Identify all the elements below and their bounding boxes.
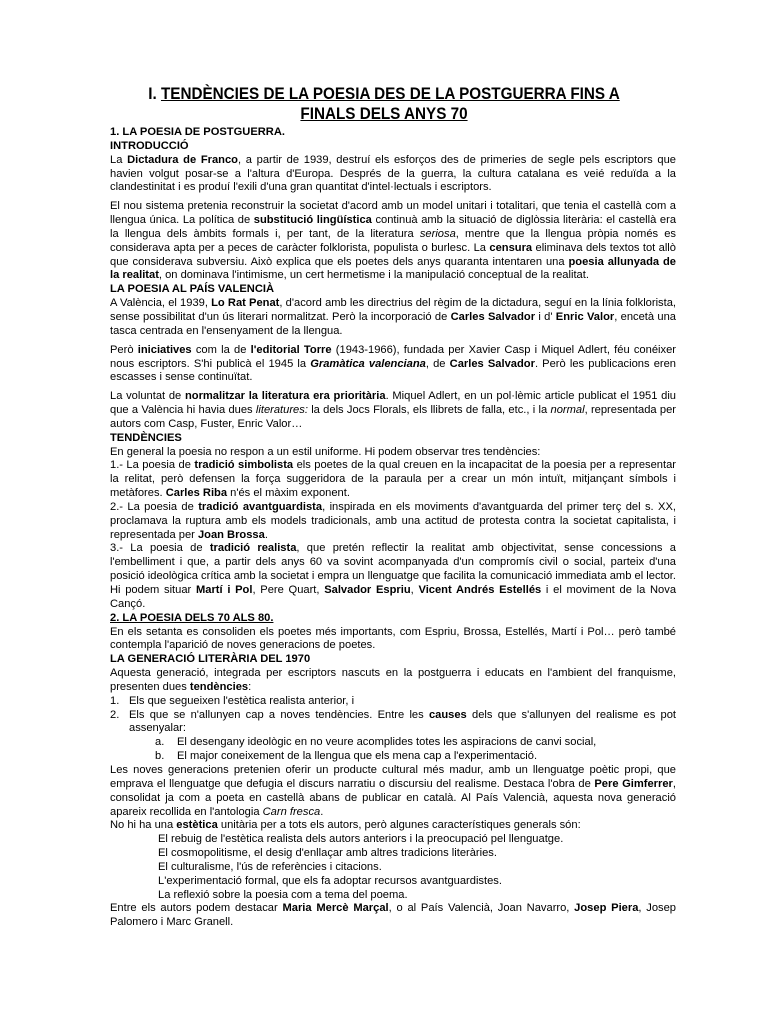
generation-1970-paragraph-1: [110, 764, 676, 819]
text-run: . Però les publicacions eren escasses i sense continuïtat.: [110, 357, 677, 384]
text-run: , que pretén reflectir la realitat amb objectivitat, sense concessions a l'embelliment i que, a partir dels anys 60 va sovint acompanyada d'un compromís civil o social, parteix d'una posició ideològica crítica amb la societat i empra un llenguatge que facilita la comunicació immediata amb el lector. Hi podem situar: [110, 542, 676, 596]
text-run: , a partir de 1939, destruí els esforços des de primeries de segle pels escriptors que havien volgut posar-se a l'altura d'Europa. Després de la guerra, la cultura catalana es veié reduïda a la clandestinitat i es produí l'exili d'una gran quantitat d'intel·lectuals i escriptors.: [110, 153, 676, 194]
text-run: , d'acord amb les directrius del règim de la dictadura, seguí en la línia folklorista, sense possibilitat d'un ús literari normalitzat. Però la incorporació de: [110, 297, 677, 323]
text-run: Les noves generacions pretenien oferir un producte cultural més madur, amb un llenguatge poètic propi, que emprava el llenguatge que defugia el discurs narratiu o discursiu del realisme. Destaca l'obra de: [110, 763, 676, 790]
intro-paragraph-2: [110, 200, 676, 283]
list-item: [110, 709, 676, 737]
generation-1970-paragraph-3: [110, 902, 676, 930]
text-run: dels que s'allunyen del realisme es pot assenyalar:: [129, 708, 677, 735]
text-run: No hi ha una: [110, 819, 177, 832]
section-2-heading: 2. LA POESIA DELS 70 ALS 80.: [110, 611, 274, 624]
text-run: unitària per a tots els autors, però algunes característiques generals són:: [217, 819, 581, 832]
text-run: Però: [110, 343, 138, 356]
feature-item: El culturalisme, l'ús de referències i citacions.: [158, 860, 382, 873]
bold-run: Joan Brossa: [197, 528, 265, 541]
italic-run: literatures:: [255, 404, 308, 417]
italic-run: normal: [550, 404, 585, 417]
sublist-letter: b.: [155, 750, 165, 763]
text-run: .: [264, 528, 268, 541]
bold-run: estètica: [176, 819, 218, 832]
text-run: , mentre que la llengua pròpia només es considerava apta per a peces de caràcter folklorista, populista o burlesc. La: [110, 227, 677, 254]
tendency-item-1: [110, 459, 676, 501]
text-run: 2.- La poesia de: [110, 500, 199, 513]
intro-paragraph-1: [110, 154, 676, 196]
text-run: , encetà una tasca centrada en l'ensenyament de la llengua.: [110, 310, 677, 337]
generation-1970-intro: [110, 667, 676, 695]
text-run: 1.- La poesia de: [110, 459, 195, 472]
text-run: A València, el 1939,: [110, 297, 212, 310]
list-number: 2.: [110, 708, 120, 721]
text-run: els poetes de la qual creuen en la incapacitat de la poesia per a representar la relitat, però defensen la força suggeridora de la paraula per a crear un món intuït, mitjançant símbols i metàfores.: [110, 459, 677, 500]
bold-run: Carles Salvador: [449, 357, 535, 370]
bold-run: tradició avantguardista: [198, 500, 323, 513]
sublist-item: [110, 750, 676, 764]
page-title: [127, 84, 640, 124]
bold-run: censura: [489, 241, 533, 254]
text-run: la dels Jocs Florals, els llibrets de falla, etc., i la: [307, 404, 551, 417]
text-run: El desengany ideològic en no veure acomplides totes les aspiracions de canvi social,: [177, 736, 597, 749]
feature-item: L'experimentació formal, que els fa adoptar recursos avantguardistes.: [158, 874, 502, 887]
text-run: El major coneixement de la llengua que els mena cap a l'experimentació.: [177, 750, 538, 763]
text-run: Entre els autors podem destacar: [110, 902, 283, 915]
sublist-letter: a.: [155, 736, 165, 749]
text-run: , de: [425, 357, 450, 370]
tendencies-heading: TENDÈNCIES: [110, 431, 182, 444]
text-run: ,: [410, 584, 419, 596]
text-run: n'és el màxim exponent.: [227, 487, 350, 500]
text-run: , on dominava l'intimisme, un cert hermetisme i la manipulació conceptual de la realitat.: [158, 269, 589, 282]
feature-item: La reflexió sobre la poesia com a tema del poema.: [158, 888, 408, 901]
feature-item: El rebuig de l'estètica realista dels autors anteriors i la preocupació pel llenguatge.: [158, 833, 564, 846]
generation-1970-paragraph-2: [110, 819, 676, 833]
sublist-item: [110, 736, 676, 750]
bold-run: Dictadura de Franco: [127, 153, 238, 166]
bold-run: causes: [428, 708, 467, 721]
text-run: i el moviment de la Nova Cançó.: [110, 584, 677, 610]
bold-run: Vicent Andrés Estellés: [418, 584, 542, 596]
text-run: .: [320, 805, 324, 818]
bold-run: Carles Salvador: [450, 310, 536, 323]
text-run: Els que segueixen l'estètica realista anterior, i: [129, 694, 355, 707]
text-run: , inspirada en els moviments d'avantguarda del primer terç del s. XX, proclamava la ruptura amb els models tradicionals, amb una actitud de protesta contra la societat capitalista, i representada per: [110, 500, 676, 541]
tendency-item-3: [110, 542, 676, 611]
italic-run: Carn fresca: [262, 805, 321, 818]
tendencies-intro: En general la poesia no respon a un estil uniforme. Hi podem observar tres tendències:: [110, 445, 541, 458]
text-run: , Josep Palomero i Marc Granell.: [110, 902, 677, 929]
text-run: com la de: [191, 343, 251, 356]
bold-run: Carles Riba: [165, 487, 228, 500]
text-run: El nou sistema pretenia reconstruir la societat d'acord amb un model unitari i totalitari, que tenia el castellà com a llengua única. La política de: [110, 200, 676, 227]
italic-run: seriosa: [419, 227, 456, 240]
valencia-paragraph-1: [110, 297, 676, 339]
text-run: La: [110, 153, 128, 166]
bold-run: iniciatives: [137, 343, 192, 356]
bold-run: Enric Valor: [555, 310, 615, 323]
bold-run: substitució lingüística: [253, 214, 372, 227]
tendency-item-2: [110, 501, 676, 543]
bold-run: l'editorial Torre: [250, 343, 332, 356]
bold-run: Josep Piera: [574, 902, 639, 915]
document-body: [110, 126, 676, 930]
text-run: , Pere Quart,: [252, 584, 325, 596]
list-item: [110, 695, 676, 709]
valencia-heading: LA POESIA AL PAÍS VALENCIÀ: [110, 283, 275, 296]
bold-run: Martí i Pol: [195, 584, 253, 596]
bold-run: tradició realista: [209, 542, 297, 555]
text-run: Els que se n'allunyen cap a noves tendències. Entre les: [129, 708, 429, 721]
text-run: eliminava dels textos tot allò que considerava subversiu. Això explica que els poetes dels anys quaranta intentaren una: [110, 241, 676, 268]
title-prefix: I.: [148, 85, 161, 103]
section-1-heading: 1. LA POESIA DE POSTGUERRA.: [110, 126, 285, 138]
bold-run: Salvador Espriu: [324, 584, 411, 596]
generation-1970-heading: LA GENERACIÓ LITERÀRIA DEL 1970: [110, 653, 311, 666]
bold-italic-run: Gramàtica valenciana: [310, 357, 426, 370]
text-run: (1943-1966), fundada per Xavier Casp i Miquel Adlert, féu conéixer nous escriptors. S'hi publicà el 1945 la: [110, 343, 676, 370]
list-number: 1.: [110, 694, 120, 707]
bold-run: Maria Mercè Marçal: [282, 902, 389, 915]
feature-item: El cosmopolitisme, el desig d'enllaçar amb altres tradicions literàries.: [158, 847, 497, 860]
text-run: La voluntat de: [110, 390, 185, 403]
bold-run: tendències: [189, 680, 249, 693]
text-run: :: [248, 680, 252, 693]
text-run: , representada per autors com Casp, Fuster, Enric Valor…: [110, 404, 676, 430]
text-run: i d': [535, 310, 556, 323]
bold-run: Lo Rat Penat: [211, 297, 280, 310]
text-run: . Miquel Adlert, en un pol·lèmic article publicat el 1951 diu que a València hi havia dues: [110, 390, 676, 417]
text-run: continuà amb la situació de diglòssia literària: el castellà era la llengua dels àmbits formals i, per tant, de la literatura: [110, 214, 677, 240]
tendencies-list: [110, 695, 676, 737]
section-2-intro: En els setanta es consoliden els poetes més importants, com Espriu, Brossa, Estellés, Martí i Pol… però també contempla l'aparició de noves generacions de poetes.: [110, 625, 676, 652]
intro-heading: INTRODUCCIÓ: [110, 139, 189, 152]
bold-run: normalitzar la literatura era prioritària: [184, 390, 386, 403]
bold-run: tradició simbolista: [194, 459, 294, 472]
text-run: , consolidat ja com a poeta en castellà abans de publicar en català. Al País Valencià, aquesta nova generació apareix recollida en l'antologia: [110, 777, 676, 818]
text-run: 3.- La poesia de: [110, 542, 210, 555]
text-run: Aquesta generació, integrada per escriptors nascuts en la postguerra i educats en l'ambient del franquisme, presenten dues: [110, 667, 676, 693]
valencia-paragraph-2: [110, 344, 676, 386]
bold-run: poesia allunyada de la realitat: [110, 255, 677, 282]
causes-sublist: [110, 736, 676, 764]
valencia-paragraph-3: [110, 390, 676, 432]
text-run: , o al País Valencià, Joan Navarro,: [388, 902, 575, 915]
title-underlined: TENDÈNCIES DE LA POESIA DES DE LA POSTGUERRA FINS A FINALS DELS ANYS 70: [160, 85, 620, 123]
bold-run: Pere Gimferrer: [594, 777, 673, 790]
